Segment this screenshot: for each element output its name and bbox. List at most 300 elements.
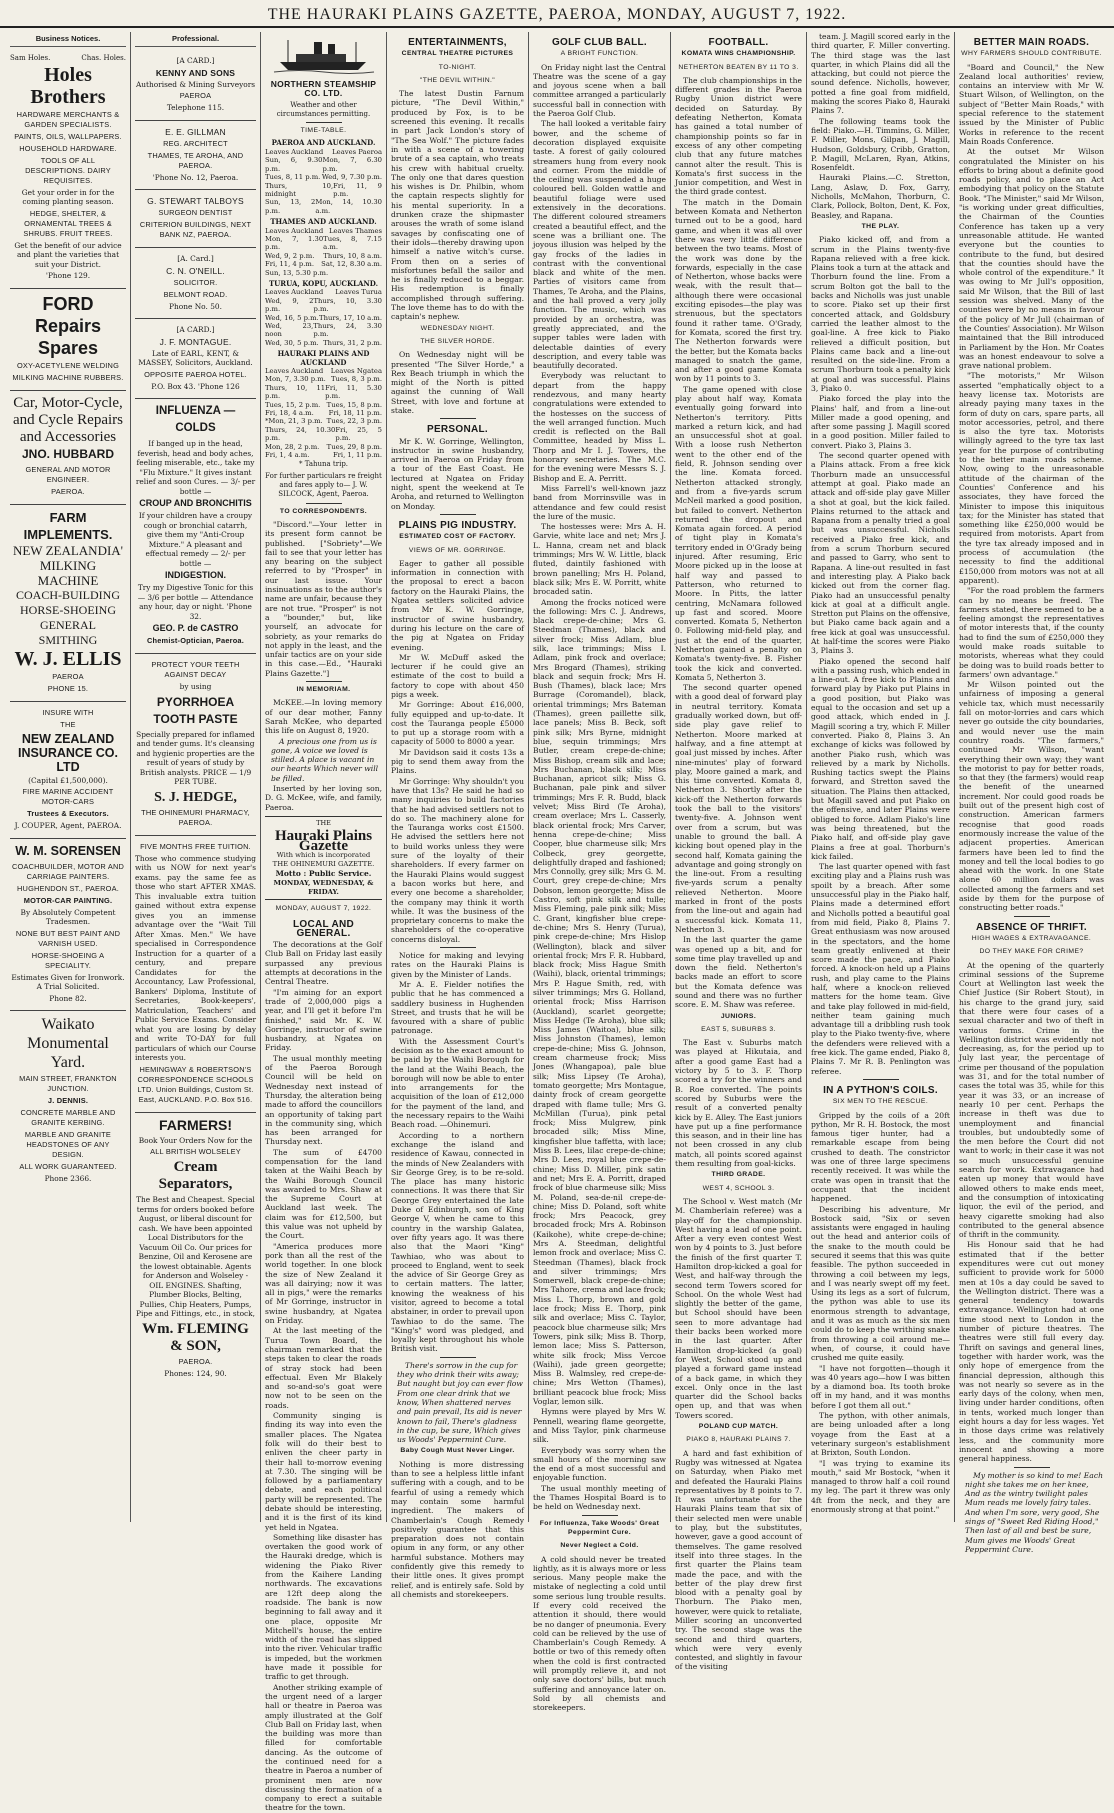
timetable-row [265,314,382,322]
hubbard-name: JNO. HUBBARD [21,446,114,461]
ellis-name: W. J. ELLIS [14,647,122,670]
card-line: Phone No. 50. [169,301,222,311]
ford-ad [10,289,126,391]
paragraph: The East v. Suburbs match was played at Hikutaia, and after a good game East had a victory by 5 to 3. F. Thorp scored a try for the winners and B. Roe converted. The points scored by Suburbs were the result of a converted penalty kick by E. Alley. The East juniors have put up a fine performance this season, and in their line has not been crossed in any club match, all points scored against them resulting from goal-kicks. [675,1038,802,1169]
croup-title: CROUP AND BRONCHITIS [139,498,252,509]
football-body [675,76,802,1010]
paragraph: "Board and Council," the New Zealand local authorities' review, contains an interview with Mr W. Stuart Wilson, of Wellington, on the subject of "Better Main Roads," with special reference to the statement issued by the Minister of Public Works in reference to the recent Main Roads Conference. [959,62,1104,146]
timetable-cell: Wed, 16, 5 p.m. [265,313,319,322]
professional-card [135,248,256,319]
timetable-head-right: Leaves Paeroa [332,147,382,156]
main-roads-sub: WHY FARMERS SHOULD CONTRIBUTE. [961,50,1102,58]
tuition-body: Those who commence studying with us NOW for next year's exams. pay the same fee as those who start AFTER XMAS. This invaluable extra tuition gained without extra expense gives you an immense advantage over the "Wait Till After Xmas. Men." We have specialised in Correspondence Instruction for a quarter of a century, and prepare Candidates for the Accountancy, Law Professional, Bankers' Diploma, Institute of Secretaries, Book-keepers', Matriculation, Teachers' and Public Service Exams. Consider what you are losing by delay and write TO-DAY for full particulars of which our Course interests you. [135,853,256,1063]
ford-line: MILKING MACHINE RUBBERS. [12,372,124,382]
sorensen-line: Estimates Given for Ironwork. A Trial Solicited. [11,972,125,992]
pyorrhoea-ad [135,654,256,836]
paragraph: Piako kicked off, and from a scrum in the Plains twenty-five Rapana relieved with a free kick. Plains took a turn at the attack and Thorburn found the line. From a scrum Bolton got the ball to the backs and Nicholls was just unable to score. Piako set up their first concerted attack, and Goldsbury carried the leather almost to the goal-line. A free kick to Piako relieved a difficult position, but Plains came back and a line-out resulted on the side-line. From a scrum Thorburn took a penalty kick at goal and was successful. Plains 3, Piako 0. [811,235,950,393]
sorensen-line: By Absolutely Competent Tradesmen. [20,907,116,927]
silver-horde-title: THE SILVER HORDE. [420,337,495,345]
python-title: IN A PYTHON'S COILS. [823,1084,938,1096]
zealandia-title: NEW ZEALANDIA' MILKING MACHINE [12,542,124,588]
juniors-body [675,1038,802,1168]
python-sub: SIX MEN TO THE RESCUE. [832,1098,929,1106]
poland-cup-continued [811,32,950,220]
paragraph: Piako opened the second half with a passing rush, which ended in a line-out. A free kick to Plains and forward play by Piako put Plains in a good position, but Piako was equal to the occasion and set up a good attack, which ended in J. Magill scoring a try, which F. Miller converted. Piako 8, Plains 3. An exchange of kicks was followed by another Piako rush, which was relieved by a mark by Nicholls. Rushing tactics swept the Plains forward, and Stretton saved the situation. The Plains then attacked, but Magill saved and put Piako on the offensive, and later Plains were obliged to force. Adlam Piako's line was being threatened, but the Piako half, and off-side play gave Plains a free at goal. Thorburn's kick failed. [811,656,950,861]
sorensen-line: HUGHENDON ST., PAEROA. [17,883,119,893]
paragraph: team. J. Magill scored early in the third quarter, F. Miller converting. The third stage was the last quarter, in which Plains did all the attacking, but could not pierce the sound defence. Nicholls, however, potted a fine goal from midfield, making the scores Piako 8, Hauraki Plains 7. [811,32,950,116]
paragraph: Something like disaster has overtaken the good work of the Hauraki dredge, which is widening the Piako River from the Kaihere Landing northwards. The excavations are 12ft deep along the roadside. The bank is now beginning to fall away and it one place, opposite Mr Mitchell's house, the entire width of the road has slipped into the river. Vehicular traffic is impeded, but the workmen have made it possible for traffic to get through. [265,1532,382,1682]
newspaper-page [6,32,1108,1813]
timetable-cell: Mon, 7, 6.30 p.m. [322,156,382,173]
sorensen-line: COACHBUILDER, MOTOR AND CARRIAGE PAINTERS. [11,861,125,881]
ellis-line: PAEROA [52,671,84,681]
timetable-title: TIME-TABLE. [300,127,347,135]
column-2 [131,32,261,1522]
central-theatre-title: CENTRAL THEATRE PICTURES [401,50,514,58]
timetable-row [265,417,382,425]
timetable-cell: Fri, 18, 11 p.m. [328,409,382,418]
paragraph: The last quarter opened with fast exciting play and a Plains rush was spoilt by a breach. After some unsuccessful play in the Piako half, Plains made a determined effort and Nicholls potted a beautiful goal from mid field, Piako 8, Plains 7. Great enthusiasm was now aroused in the spectators, and the home team greatly enlivened at their score made the pace, and Piako forced. A knock-on held up a Plains rush, and play came to the Plains half, where a knock-on relieved matters for the home team. Give and take play followed in mid-field, neither team gaining much advantage till a dribbling rush took play to the Piako twenty-five, where the defenders were relieved with a free kick. The game ended, Piako 8, Plains 7. Mr R. B. Penlington was referee. [811,862,950,1076]
column-3 [261,32,387,1813]
waikato-ad [10,1011,126,1191]
paragraph: Inserted by her loving son, D. G. McKee, wife, and family, Paeroa. [265,784,382,812]
personal-body [391,437,524,511]
timetable-cell: Mon, 28, 2 p.m. [265,442,320,451]
paragraph: The hall looked a veritable fairy bower, and the scheme of decoration displayed exquisite taste. A forest of gaily coloured streamers hung from every nook and corner. From the middle of the ceiling was suspended a huge coloured bell. Golden wattle and beautiful foliage were used extensively in the decorations. The different coloured streamers created a beautiful effect, and the scene was a brilliant one. The joyous illusion was helped by the gay frocks of the ladies in contrast with the conventional black and white of the men. Parties of visitors came from Thames, Te Aroha, and the Plains, and the hall proved a very jolly function. The music, which was provided by an orchestra, was greatly appreciated, and the supper tables were laden with delectable dainties of every description, and every table was beautifully decorated. [533,119,666,371]
paragraph: "I was trying to examine its mouth," said Mr Bostock, "when it managed to throw half a coil round my leg. The part it threw was only 4ft from the neck, and they are enormously strong at that point." [811,1458,950,1515]
west-score: WEST 4, SCHOOL 3. [702,1184,775,1192]
devil-title: "THE DEVIL WITHIN." [419,76,496,84]
influenza-title: INFLUENZA — COLDS [155,405,236,435]
paragraph: "Discord."—Your letter in its present form cannot be published. ["Sobriety"—We fail to see that your letter has any bearing on the subject referred to by "Prosper" in our last issue. Your insinuations as to the author's name are unfair, because they are not true. "Prosper" is not a "bounder," but, like yourself, an advocate for sobriety, as your remarks do not apply in the least, and the unfair tactics are on your side in this case.—Ed., "Hauraki Plains Gazette."] [265,520,382,678]
timetable-cell: Thurs, 31, 2 p.m. [323,338,382,347]
ellis-line: PHONE 15. [47,683,89,693]
waikato-line: J. DENNIS. [47,1096,89,1106]
devil-body [391,89,524,321]
farmers-line: Book Your Orders Now for the [138,1135,253,1145]
paragraph: The sum of £4700 compensation for the land taken at the Waihi Beach by the Waihi Borough Council was awarded to Mrs. Shaw at the Supreme Court at Auckland last week. The claim was for £12,500, but this value was not upheld by the Court. [265,1147,382,1241]
indigestion-title: INDIGESTION. [164,570,226,581]
paragraph: "For the road problem the farmers can by no means be freed. The farmers stated, there seemed to be a feeling amongst the representatives of motor interests that, if the county had to find the sum of £250,000 they would make roads suitable to motorists, whereas what they could be doing was to build roads better to farmers' own advantage." [959,586,1104,679]
timetable-head-left: Leaves Auckland [265,367,324,376]
card-line: E. E. GILLMAN [165,126,226,137]
professional-card [135,190,256,248]
timetable-cell: Thurs, 24, 3.30 p.m. [313,322,382,339]
timetable-cell: Tues, 15, 8 p.m. [326,400,382,409]
holes-name-right: Chas. Holes. [81,54,126,63]
paragraph: The club championships in the different grades in the Paeroa Rugby Union district were decided on Saturday. By defeating Netherton, Komata has gained a total number of championship points so far in excess of any other competing club that any future matches cannot alter the result. This is Komata's first success in the Junior competition, and West in the third grade contest. [675,75,802,197]
thrift-title: ABSENCE OF THRIFT. [976,921,1087,933]
paragraph: Hauraki Plains.—C. Stretton, Lang, Aslaw, D. Fox, Garry, Nicholls, McMahon, Thorburn, C. Clark, Pollock, Bolton, Dent, K. Fox, Beasley, and Rapana. [811,173,950,220]
professional-card [135,121,256,191]
paragraph: Piako forced the play into the Plains' half, and from a line-out Miller made a good opening, and after some passing J. Magill scored in a good position. Miller failed to convert. Piako 3, Plains 3. [811,394,950,450]
influenza-cure-ad: For Influenza, Take Woods' Great Peppermint Cure. [539,1519,660,1536]
paragraph: The second quarter opened with a Plains attack. From a free kick Thorburn made an unsuccessful attempt at goal. Piako made an attack and off-side play gave Miller a shot at goal, but the kick failed. Plains returned to the attack and Rapana from a penalty tried a goal but was unsuccessful. Nicholls received a Piako free kick, and from a scrum Thorburn secured and passed to Garry, who sent to Rapana. A line-out resulted in fast and interesting play. A Piako back kicked out from the corner flag. Piako had an unsuccessful penalty kick at goal at a difficult angle. Stretton put Plains on the offensive, but Piako came back again and a free kick at goal was unsuccessful. At half-time the scores were Piako 3, Plains 3. [811,451,950,656]
card-line: Late of EARL, KENT, & MASSEY, Solicitors, Auckland. [138,348,253,368]
timetable-head-left: Leaves Auckland [265,226,324,235]
card-line: [A. Card.] [177,254,214,264]
timetable-cell: *Mon, 21, 3 p.m. [265,417,323,426]
farm-implements-title: FARM IMPLEMENTS. [23,509,113,542]
pyor-body: Specially prepared for inflamed and tender gums. It's cleansing and hygienic properties are the result of years of study by British analysts. PRICE — 1/9 PER TUBE. [136,729,255,787]
divider [440,418,476,419]
paragraph: Describing his adventure, Mr Bostock said, "Six or seven assistants were engaged in hauling out the head and anterior coils of the snake to the mouth could be secured it seems that this was quite feasible. The python succeeded in throwing a coil between my legs, and I was nearly swept off my feet. Using its legs as a sort of fulcrum, the python was able to use its enormous strength to advantage, and it was as much as the six men could do to keep the writhing snake from throwing a coil around me—when, of course, it could have crushed me quite easily. [811,1204,950,1363]
paragraph: At the outset Mr Wilson congratulated the Minister on his efforts to bring about a definite good roads policy, and to place an Act embodying that policy on the Statute Book. "The Minister," said Mr Wilson, "is working under great difficulties, the Chairman of the Counties Conference has taken up a very unreasonable attitude. He wanted everyone but the counties to contribute to the fund, but desired that the counties should have the whole control of the expenditure." It was owing to Mr Jull's opposition, said Mr Wilson, that the Bill of last session was shelved. Many of the counties were by no means in favour of the policy of Mr Jull (chairman of the Counties' Association). Mr Wilson maintained that the Bill introduced in Parliament by the Hon. Mr Coates was an honest endeavour to solve a grave national problem. [959,147,1104,371]
card-line: [A CARD.] [176,56,215,66]
timetable-head-right: Leaves Thames [328,226,382,235]
sorensen-line: NONE BUT BEST PAINT AND VARNISH USED. [15,928,121,948]
timetable-cell: Sun, 13, 5.30 p.m. [265,268,329,277]
paragraph: Community singing is finding its way into even the smaller places. The Ngatea folk will do their best to enliven the cheer party in their hall to-morrow evening at 7.30. The singing will be followed by a parliamentary debate, and each political party will be represented. The debate should be interesting, and it is the first of its kind yet held in Ngatea. [265,1411,382,1532]
tonight-label: TO-NIGHT. [438,63,477,71]
ford-title: FORD Repairs Spares [34,293,102,358]
holes-name-left: Sam Holes. [10,54,51,63]
main-roads-title: BETTER MAIN ROADS. [973,37,1090,48]
timetable-row [265,156,382,173]
holes-line: HARDWARE MERCHANTS & GARDEN SPECIALISTS. [16,109,120,129]
business-notices-header: Business Notices. [10,32,126,47]
golf-ball-sub: A BRIGHT FUNCTION. [560,50,639,58]
baby-cough-body [391,1460,524,1599]
timetable-head-right: Leaves Ngatea [330,367,382,376]
divider [440,1357,476,1358]
timetable-cell: Mon, 7, 1.30 p.m. [265,234,324,252]
farmers-ad [135,1113,256,1386]
timetable-head [265,227,382,235]
waikato-line: CONCRETE MARBLE AND GRANITE KERBING. [20,1108,116,1128]
timetable-row [265,451,382,459]
card-line: OPPOSITE PAEROA HOTEL. [144,369,247,379]
hedge-name: S. J. HEDGE, [154,789,237,805]
paragraph: "I have not forgotten—though it was 40 years ago—how I was bitten by a diamond boa. Its tooth broke off in my hand, and it was months before I got them all out." [811,1363,950,1410]
east-score: EAST 5, SUBURBS 3. [701,1025,776,1033]
timetable-row [265,375,382,383]
timetable-cell: Mon, 14, 10.30 a.m. [315,198,382,215]
piako-score: PIAKO 8, HAURAKI PLAINS 7. [686,1436,791,1444]
divider [306,122,342,123]
timetable-cell: Tues, 8, 11 p.m. [265,173,321,182]
weather-note: Weather and other circumstances permitting. [276,100,371,118]
correspondents-body [265,520,382,678]
fleming-name: Wm. FLEMING & SON, [142,1320,249,1354]
timetable-cell: Fri, 11, 4 p.m. [265,260,315,269]
gazette-line: THE OHINEMURI GAZETTE. [272,860,375,869]
timetable-route-title: THAMES AND AUCKLAND. [270,217,377,227]
card-line: SURGEON DENTIST [158,208,233,218]
waikato-line: ALL WORK GUARANTEED. [19,1162,117,1172]
card-line: C. N. O'NEILL. [166,265,225,276]
card-line: PAEROA [179,91,212,101]
timetable-cell: Tues, 8, 7.15 a.m. [323,234,382,252]
timetable-cell: Thurs, 10, 8 a.m. [323,251,382,260]
paragraph: The usual monthly meeting of the Paeroa Borough Council will be held on Wednesday next instead of Thursday, the alteration being made to afford the councillors an opportunity of taking part in the community sing, which has been arranged for Thursday next. [265,1053,382,1147]
gazette-line: Motto : Public Service. [275,869,372,879]
card-line: G. STEWART TALBOYS [147,196,244,207]
the-play-title: THE PLAY. [861,222,900,230]
paragraph: According to a northern exchange the island and residence of Kawau, connected in the minds of New Zealanders with Sir George Grey, is to be re-sold. The place has many historic connections. It was there that Sir George Grey entertained the late Duke of Edinburgh, son of King George V, when he came to this country in the warship Galatea, over fifty years ago. It was there also that the Maori "King" Tawhiao, who was about to proceed to England, went to seek the advice of Sir George Grey as to certain matters. The latter, knowing the weakness of his visitor, agreed to become a total abstainer, in order to prevail upon Tawhiao to do the same. The "King's" word was pledged, and loyally kept throughout his whole British visit. [391,1130,524,1354]
timetable-row [265,260,382,268]
paragraph: In the last quarter the game was opened up a bit, and for some time play travelled up and down the field. Netherton's backs made an effort to score but the Komata defence was sound and there was no further score. E. M. Shaw was referee. [675,935,802,1010]
waikato-line: MAIN STREET, FRANKTON JUNCTION. [19,1074,117,1094]
timetable-cell: Fri, 25, 5 p.m. [335,425,382,443]
paragraph: At the last meeting of the Turua Town Board, the chairman remarked that the steps taken to clear the roads of stray stock had been effectual. Even Mr Blakely and so-and-so's goat were now not to be seen on the roads. [265,1326,382,1410]
nzi-types: FIRE MARINE ACCIDENT MOTOR-CARS [22,787,114,807]
correspondents-title: TO CORRESPONDENTS. [279,507,368,515]
timetable-cell: Thurs, 10, 11 p.m. [265,383,326,401]
memoriam-body [265,698,382,812]
tahuna-note: * Tahuna trip. [298,459,349,468]
poland-cup-body [675,1449,802,1672]
issue-date: MONDAY, AUGUST 7, 1922. [275,905,372,913]
holes-brothers-ad [10,50,126,288]
paragraph: With the Assessment Court's decision as to the exact amount to be paid by the Waihi Borough for the land at the Waihi Beach, the borough will now be able to enter into arrangements for the acquisition of the loan of £12,000 for the payment of the land, and the necessary repairs to the Waihi Beach road. —Ohinemuri. [391,1036,524,1130]
timetable-cell: Thurs, 10, 3.30 p.m. [313,296,382,314]
paragraph: The decorations at the Golf Club Ball on Friday last easily surpassed any previous attempts at decorations in the Central Theatre. [265,940,382,987]
divider [440,514,476,515]
farmers-title: FARMERS! [158,1116,233,1133]
paragraph: At the opening of the quarterly criminal sessions of the Supreme Court at Wellington last week the Chief Justice (Sir Robert Stout), in his charge to the grand jury, said that there were four cases of a sexual character and two of theft in various forms. Crime in the Wellington district was evidently not decreasing, as, for the period up to July last year, the percentage of crime per thousand of the population was 31, and for the total number of cases the total was 35, while for this year it was 33, or an increase of nearly 10 per cent. Perhaps the increase in theft was due to unemployment and financial troubles, but undoubtedly some of the men before the Court did not want to work; in their case it was not so much unsuccessful genuine search for work. Extravagance had eaten up money that would have allowed others to make ends meet, and the consumption of intoxicating liquor, the evil of the period, and heavy cigarette smoking had also contributed to the general absence of thrift in the community. [959,960,1104,1240]
local-general-body [265,940,382,1813]
timetable-cell: Sun, 13, 2 p.m. [265,198,316,215]
timetable-cell: Thurs, 24, 10.30 p.m. [265,425,336,443]
column-6 [671,32,807,1672]
timetable-cell: Thurs, 17, 10 a.m. [319,313,382,322]
car-repairs-title: Car, Motor-Cycle, and Cycle Repairs and Accessories [13,394,123,445]
chemist-ad [135,399,256,654]
timetable [265,139,382,459]
paragraph: "I'm aiming for an export trade of 2,000,000 pigs a year, and I'll get it before I'm finished," said Mr. K. W. Gorringe, instructor of swine husbandry, at Ngatea on Friday. [265,987,382,1053]
masthead-title: THE HAURAKI PLAINS GAZETTE, PAEROA, MONDAY, AUGUST 7, 1922. [267,6,847,23]
card-line: REG. ARCHITECT [163,138,228,148]
castro-sub: Chemist-Optician, Paeroa. [147,636,244,646]
paragraph: Everybody was sorry when the small hours of the morning saw the end of a most successful and enjoyable function. [533,1445,666,1483]
paragraph: The following teams took the field: Piako.—H. Timmins, G. Miller, F. Miller, Mons, Gilpan, J. Magill, Hudson, Goldsbury, Cribb, Gratton, P. Magill, McLaren, Ryan, Atkins, Rosenfeldt. [811,116,950,173]
paragraph: Mr K. W. Gorringe, Wellington, instructor in swine husbandry, arrived in Paeroa on Friday from a tour of the East Coast. He lectured at Ngatea on Friday night, spent the weekend at Te Aroha, and returned to Wellington on Monday. [391,436,524,511]
card-line: SOLICITOR. [173,277,218,287]
holes-line: PAINTS, OILS, WALLPAPERS. [14,131,122,141]
timetable-head [265,148,382,156]
paragraph: Mr Gorringe: About £16,000, fully equipped and up-to-date. It cost the Tauranga people £5000 to put up a storage room with a capacity of 5000 to 8000 a year. [391,700,524,747]
gazette-line: With which is incorporated [276,850,371,859]
holes-line: 'Phone 129. [45,271,91,281]
divider [306,681,342,682]
cream-title: Cream Separators, [158,1159,233,1193]
fleming-line: Phones: 124, 90. [164,1368,227,1378]
holes-line: TOOLS OF ALL DESCRIPTIONS. DAIRY REQUISITES. [25,155,111,185]
timetable-row [265,297,382,314]
third-grade-title: THIRD GRADE. [711,1171,766,1179]
holes-line: HOUSEHOLD HARDWARE. [19,143,117,153]
timetable-cell: Wed, 30, 5 p.m. [265,338,319,347]
paragraph: His Honour said that he had estimated that if the better expenditures were cut out money sufficient to provide work for 5000 men at 10s a day could be saved to the Wellington district. There was a general tendency towards extravagance. Wellington had at one time stood next to London in the number of picture theatres. The theatres were still full every day. Thrift on savings and general lines, together with harder work, was the only hope of emergence from the financial depression, although this was not nearly so severe as in the early days of the colony, when men, living under harder conditions, often in tents, worked much longer than eight hours a day for less wages. Yet in those days crime was relatively less, and the community more innocent and showing a more general happiness. [959,1240,1104,1464]
divider [863,1079,899,1080]
timetable-cell: Fri, 11, 5.30 p.m. [325,383,382,401]
paragraph: A cold should never be treated lightly, as it is always more or less serious. Many people make the mistake of neglecting a cold until some serious lung trouble results. If every cold received the attention it should, there would be no danger of pneumonia. Every cold can be relieved by the use of Chamberlain's Cough Remedy. A bottle or two of this remedy often when the cold is first contracted will promptly relieve it, and not only save doctors' bills, but much suffering and annoyance later on. Sold by all chemists and storekeepers. [533,1554,666,1713]
divider [1014,1467,1050,1468]
hubbard-line: GENERAL AND MOTOR ENGINEER. [25,464,111,484]
timetable-route-title: PAEROA AND AUCKLAND. [271,138,376,148]
paragraph: Eager to gather all possible information in connection with the proposal to erect a bacon factory on the Hauraki Plains, the Ngatea settlers solicited advice from Mr K. W. Gorringe, instructor of swine husbandry, during his lecture on the care of the pig at Ngatea on Friday evening. [391,558,524,652]
timetable-row [265,401,382,409]
entertainments-title: ENTERTAINMENTS, [408,37,507,48]
steamship-company: NORTHERN STEAMSHIP CO. LTD. [270,79,377,99]
timetable-cell: Tues, 15, 2 p.m. [265,400,321,409]
timetable-row [265,182,382,199]
card-line: KENNY AND SONS [155,67,236,78]
timetable-cell: Fri, 1, 4 a.m. [265,451,310,460]
column-5 [529,32,671,1713]
wednesday-label: WEDNESDAY NIGHT. [420,324,495,332]
paragraph: Among the frocks noticed were the following: Mrs C. J. Andrews, black crepe-de-chine; Mrs G. Steedman (Thames), black and silver frock; Miss Adlam, blue silk, lace trimmings; Miss I. Adlam, pink frock and overlace; Mrs Brogard (Thames), striking black and sequin frock; Mrs H. Bush (Thames), black lace; Mrs Burrage (Coromandel), black, oriental trimmings; Mrs Bateman (Thames), green paillette silk, lace panels; Miss B. Beck, soft pink silk; Mrs Byrne, midnight blue, sequin trimmings; Mrs Butler, cream crepe-de-chine; Miss Bishop, cream silk and lace; Mrs Buchanan, black silk; Miss Buchanan, apricot silk; Miss G. Buchanan, pale pink and silver trimmings; Mrs F. R. Budd, black velvet; Miss Bird (Te Aroha), cream overlace; Mrs L. Casserly, black oriental frock; Mrs Carver, henna crepe-de-chine; Miss Cooper, blue charmeuse silk; Mrs Colbeck, grey georgette, delightfully draped and fashioned; Mrs Connolly, grey silk; Mrs G. M. Court, grey crepe-de-chine; Mrs Dobson, lemon georgette; Miss de Castro, soft pink silk and tulle; Miss Fleming, pale pink silk; Miss C. Grant, kingfisher blue crepe-de-chine; Mrs S. Henry (Turua), pink crepe-de-chine; Mrs Hislop (Wellington), black and silver oriental frock; Mrs F. R. Hubbard, black frock; Miss Hague Smith (Waihi), black, oriental trimmings; Mrs P. Hague Smith, red, with silver trimmings; Mrs G. Holland, oriental frock; Miss Harrison (Auckland), scarlet georgette; Miss Hedge (Te Aroha), blue silk; Miss James (Waitoa), blue silk; Miss Johnston (Thames), lemon crepe-de-chine; Miss G. Johnson, cream charmeuse frock; Miss Jones (Whangapoa), pale blue silk; Miss Lipsey (Te Aroha), tomato georgette; Mrs Montague, dainty frock of cream georgette draped with flame tulle; Mrs G. McMillan (Turua), pink petal frock; Miss Mulgrew, pink brocaded silk; Miss Mine, kingfisher blue taffetta, with lace; Miss B. Lees, lilac crepe-de-chine; Mrs D. Lees, royal blue crepe-de-chine; Miss D. Miller, pink satin and net; Mrs E. A. Porritt, draped frock of blue charmeuse silk; Miss M. Poland, sea-de-nil crepe-de-chine; Miss D. Poland, soft white frock; Mrs Peacock, grey brocaded frock; Mrs A. Robinson (Kaikohe), white crepe-de-chine; Mrs A. Steedman, delightful lemon frock and overlace; Miss C. Steedman (Thames), black frock and silver trimmings; Mrs Somerwell, black crepe-de-chine; Mrs Tahore, crema and lace frock; Miss L. Thorp, brown and gold lace frock; Miss E. Thorp, pink silk and overlace; Miss C. Taylor, peacock blue charmeuse silk; Mrs Towers, pink silk; Miss B. Thorp, lemon lace; Miss S. Patterson, white silk frock; Miss Vercoe (Waihi), jade green georgette; Miss B. Walmsley, red crepe-de-chine; Mrs Wetton (Thames), brilliant peacock blue frock; Miss Voglar, lemon silk. [533,597,666,1407]
column-4 [387,32,529,1599]
timetable-cell: Fri, 18, 4 a.m. [265,409,314,418]
paragraph: McKEE.—In loving memory of our dear mother, Fanny Sarah McKee, who departed this life on August 8, 1920. [265,698,382,736]
card-line: [A CARD.] [176,325,215,335]
paragraph: The School v. West match (Mr M. Chamberlain referee) was a play-off for the championship. West having a lead of one point. After a very even contest West won by 4 points to 3. Just before the finish of the first quarter T. Hamilton drop-kicked a goal for West, and half-way through the second term Towers scored for School. On the whole West had slightly the better of the game, but School should have been seen to more advantage had their backs been worked more in the last quarter. After Hamilton drop-kicked (a goal) for West, School stood up and played a forward game instead of a back game, in which they excel. Only once in the last quarter did the School backs open up, and that was when Towers scored. [675,1196,802,1420]
poland-cup-title: POLAND CUP MATCH. [698,1423,779,1431]
pig-sub: ESTIMATED COST OF FACTORY. [399,533,516,541]
paragraph: A hard and fast exhibition of Rugby was witnessed at Ngatea on Saturday, when Piako met and defeated the Hauraki Plains representatives by 8 points to 7. It was unfortunate for the Hauraki Plains team that six of their selected men were unable to play, but the substitutes, however, gave a good account of themselves. The game resolved itself into three stages. In the first quarter the Plains team made the pace, and with the better of the play drew first blood with a penalty goal by Thorburn. The Piako men, however, were quick to retaliate, Miller scoring an unconverted try. The second stage was the second and third quarters, which were very evenly contested, and slightly in favour of the visiting [675,1448,802,1672]
steamship-icon [274,36,374,74]
sorensen-ad [10,839,126,1012]
paragraph: Another striking example of the urgent need of a larger hall or theatre in Paeroa was amply illustrated at the Golf Club Ball on Friday last, when the building was more than filled for comfortable dancing. As the outcome of the continued need for a theatre in Paeroa a number of prominent men are now discussing the formation of a company to erect a suitable theatre for the town. [265,1682,382,1813]
nzi-line: THE [60,719,76,729]
main-roads-body [959,63,1104,913]
timetable-cell: Wed, 9, 7.30 p.m. [321,173,382,182]
card-line: BELMONT ROAD. [163,289,228,299]
paragraph: The python, with other animals, are being unloaded after a long voyage from the East at a veterinary surgeon's establishment at Brixton, South London. [811,1411,950,1458]
castro-name: GEO. P. de CASTRO [152,623,239,634]
timetable-row [265,252,382,260]
ford-line: OXY-ACETYLENE WELDING [16,360,120,370]
komata-title: KOMATA WINS CHAMPIONSHIP. [681,50,796,58]
pig-views: VIEWS OF MR. GORRINGE. [408,546,507,554]
memoriam-title: IN MEMORIAM. [296,686,351,694]
hubbard-line: PAEROA. [51,486,85,496]
nzi-line: INSURE WITH [42,707,94,717]
timetable-head-right: Leaves Turua [335,288,382,297]
local-general-title: LOCAL AND GENERAL. [292,918,355,939]
paragraph: The game opened with close play about half way, Komata eventually going forward into Netherton's territory. Pitts marked a return kick, and had an unsuccessful shot at goal. With a loose rush Netherton went to the other end of the field, R. Johnson sending over the line. Komata forced. Netherton attacked strongly, and from a five-yards scrum McNeil marked a good position, but failed to convert. Netherton returned the dropout and Komata again forced. A period of tight play in Komata's territory ended in O'Grady being injured. After resuming, Eric Moore picked up in the loose at half way and passed to Patterson, who returned to Moore. In Pitts, the latter centring, McNamara followed up fast and scored. Moore converted. Komata 5, Netherton 0. Following mid-field play, and just at the end of the quarter, Netherton gained a penalty on Komata's twenty-five. B. Fisher took the kick and converted. Komata 5, Netherton 3. [675,384,802,682]
paragraph: "The motorists," Mr Wilson asserted "emphatically object to a heavy license tax. Motorists are already paying many taxes in the form of duty on cars, spare parts, all motor accessories, petrol, and there is also the tyre tax. Motorists willingly agreed to the tyre tax last year for the purpose of contributing to the better main roads scheme. Now, owing to the unreasonable attitude of the chairman of the Counties' Conference and his associates, they have forced the Minister to impose this iniquitous tax; for the Minister has stated that something like £250,000 would be required from motorists. Apart from the tyre tax already imposed and in process of accumulation (the necessity to find the additional £150,000 from motors was not at all apparent). [959,371,1104,585]
card-line: 'Phone No. 12, Paeroa. [152,172,239,182]
paragraph: Gripped by the coils of a 20ft python, Mr R. H. Bostock, the most famous tiger hunter, had a remarkable escape from being crushed to death. The constrictor was one of three large specimens recently received. It was while the crate was open in transit that the occupant that the incident happened. [811,1110,950,1204]
paragraph: Mr W. McDuff asked the lecturer if he could give an estimate of the cost to build a factory to cope with about 450 pigs a week. [391,652,524,699]
baby-cough-title: Baby Cough Must Never Linger. [400,1447,515,1455]
timetable-cell: Wed, 23, noon [265,322,314,339]
thrift-sub: HIGH WAGES & EXTRAVAGANCE. [971,934,1092,942]
paragraph: The second quarter opened with a good deal of forward play in neutral territory. Komata gradually worked down, but off-side play gave relief to Netherton. Moore marked at halfway, and a fine attempt at goal just missed by inches. After nine-minutes' play of forward play, Moore gained a mark, and this time converted. Komata 8, Netherton 3. Shortly after the kick-off the Netherton forwards took the ball to the visitors' twenty-five. A. Johnson went over from a scrum, but was unable to ground the ball. A kicking bout opened play in the second half, Komata gaining the advantage and going strongly on the line-out. From a resulting five-yards scrum a penalty relieved Netherton. Moore marked in front of the posts from the line-out and again had a successful kick. Komata 11, Netherton 3. [675,683,802,934]
timetable-row [265,384,382,401]
timetable-row [265,426,382,443]
card-line: Telephone 115. [166,103,225,113]
timetable-head-left: Leaves Auckland [265,147,324,156]
nz-insurance-ad [10,702,126,839]
column-1 [6,32,131,1522]
netherton-sub: NETHERTON BEATEN BY 11 TO 3. [678,63,799,71]
football-title: FOOTBALL. [708,37,769,48]
waikato-line: MARBLE AND GRANITE HEADSTONES OF ANY DESIGN. [24,1130,112,1160]
timetable-row [265,409,382,417]
fleming-line: PAEROA. [178,1356,213,1366]
card-line: CRITERION BUILDINGS, NEXT BANK NZ, PAEROA. [139,220,252,240]
paragraph: Mr Davidson said it costs 13s a pig to send them away from the Plains. [391,747,524,776]
pig-body [391,559,524,944]
tuition-title: FIVE MONTHS FREE TUITION. [140,841,251,851]
column-8 [955,32,1108,1554]
timetable-cell: Thurs, 10, midnight [265,181,334,198]
holes-line: Get the benefit of our advice and plant the varieties that suit your District. [14,240,122,269]
divider [440,947,476,948]
holes-line: HEDGE, SHELTER, & ORNAMENTAL TREES & SHRUBS. FRUIT TREES. [23,208,113,238]
paragraph: Mr Wilson pointed out the unfairness of imposing a general vehicle tax, which must necessarily fall on motor-lorries and cars which never go outside the city boundaries, and would never use the main country roads. "The farmers," continued Mr Wilson, "want everything their own way; they want the motorist to pay for better roads, so that they (the farmers) would reap the benefit of the unearned increment. Nor could good roads be built out of the present high cost of construction. American farmers recognise that good roads enormously increase the value of the adjacent properties. American farmers have been led to find the money and tell the local bodies to go ahead with the work. In one State alone 60 million dollars was collected among the farmers and set aside by them for the purpose of constructing better roads." [959,680,1104,913]
paragraph: On Friday night last the Central Theatre was the scene of a gay and joyous scene when a ball committee arranged a particularly successful ball in connection with the Paeroa Golf Club. [533,62,666,119]
card-line: P.O. Box 43. 'Phone 126 [151,381,240,391]
nzi-trustees: Trustees & Executors. [27,809,109,819]
paragraph: Notice for making and levying rates on the Hauraki Plains is given by the Minister of Lands. [391,951,524,979]
holes-line: Get your order in for the coming planting season. [21,187,115,207]
personal-title: PERSONAL. [426,424,489,436]
third-grade-body [675,1197,802,1420]
hedge-sub: THE OHINEMURI PHARMACY, PAEROA. [141,807,250,827]
agent-note: For further particulars re freight and fares apply to— J. W. SILCOCK, Agent, Paeroa. [265,471,382,499]
timetable-cell: Tues, 8, 3 p.m. [331,375,382,384]
the-play-body [811,235,950,1076]
paragraph: Hymns were played by Mrs W. Pennell, wearing flame georgette, and Miss Taylor, pink charmeuse silk. [533,1407,666,1445]
card-line: THAMES, TE AROHA, AND PAEROA. [147,150,244,170]
timetable-cell: Wed, 9, 2 p.m. [265,296,314,314]
hubbard-ad [10,391,126,505]
divider [306,503,342,504]
thrift-question: DO THEY MAKE FOR CRIME? [979,948,1084,956]
sorensen-name: W. M. SORENSEN [15,843,121,858]
paragraph: Everybody was reluctant to depart from the happy rendezvous, and many hearty congratulations were extended to the hostesses on the success of the well arranged function. Much credit is reflected on the Ball Committee, headed by Miss L. Thorp and Mr I. J. Towers, the honorary secretaries. The M.C. for the evening were Messrs S. J. Bishop and E. A. Perritt. [533,371,666,483]
timetable-row [265,322,382,339]
memoriam-poem: A precious one from us is gone, A voice we loved is stilled. A place is vacant in our hearts Which never will be filled. [271,736,379,783]
timetable-row [265,339,382,347]
tuition-ad [135,836,256,1113]
sorensen-line: Phone 82. [49,993,87,1003]
timetable-cell: Sun, 6, 9.30 p.m. [265,156,323,173]
paragraph: Mr Gorringe: Why shouldn't you have that 13s? He said he had so many inquiries to build factories that he had advised settlers not to do so. The machinery alone for the Tauranga works cost £1500. He advised the settlers here not to build works unless they were sure of the loyalty of their shareholders. If every farmer on the Hauraki Plains would suggest a bacon works but here, and every one become a shareholder, the company may think it worth while. It was the business of the proprietary concerns to make the shareholders of the co-operative concerns disloyal. [391,776,524,944]
paragraph: Mr A. E. Fielder notifies the public that he has commenced a saddlery business in Hughenden Street, and trusts that he will be favoured with a share of public patronage. [391,979,524,1036]
card-line: J. F. MONTAGUE. [159,336,232,347]
notices-body [391,951,524,1354]
paragraph: The match in the Domain between Komata and Netherton turned out to be a good, hard game, and when it was all over there was very little difference between the two teams. Most of the work was done by the forwards, especially in the case of Netherton, whose backs were weak, with the result that—although there were occasional exciting episodes—the play was strenuous, but the spectators found it rather tame. O'Grady, for Komata, scored the first try. The Netherton forwards were the better, but the Komata backs managed to snatch the game, and after a good game Komata won by 11 points to 3. [675,197,802,384]
gazette-line: MONDAY, WEDNESDAY, & FRIDAY. [273,878,374,896]
ellis-ad [10,505,126,702]
smithing-title: COACH-BUILDING HORSE-SHOEING GENERAL SMITHING [16,587,120,647]
nzi-capital: (Capital £1,500,000). [28,775,108,785]
golf-ball-body [533,63,666,1512]
divider [582,1515,618,1516]
paragraph: Nothing is more distressing than to see a helpless little infant suffering with a cough, and to be fearful of using a remedy which may contain some harmful ingredient. The makers of Chamberlain's Cough Remedy positively guarantee that this preparation does not contain opium in any form, or any other harmful substance. Mothers may confidently give this remedy to their little ones. It gives prompt relief, and is entirely safe. Sold by all chemists and storekeepers. [391,1459,524,1599]
timetable-cell: Fri, 1, 11 p.m. [332,451,382,460]
thrift-body [959,961,1104,1464]
farmers-body: The Best and Cheapest. Special terms for orders booked before August, or liberal discount for cash. We have been appointed Local Distributors for the Vacuum Oil Co. Our prices for Benzine, Oil and Kerosene are the lowest obtainable. Agents for Anderson and Wolseley - OIL ENGINES. Shafting, Plumber Blocks, Belting, Pullies, Chip Heaters, Pumps, Pipe and Fittings, etc., in stock, [136,1195,255,1319]
gazette-nameplate [265,816,382,900]
divider [1014,916,1050,917]
timetable-row [265,235,382,252]
timetable-cell: Fri, 11, 9 p.m. [333,181,382,198]
waikato-line: Phone 2366. [44,1174,92,1184]
gazette-name: Hauraki Plains Gazette [274,828,373,854]
farmers-line: ALL BRITISH WOLSELEY [150,1147,241,1157]
influenza-body: If banged up in the head, feverish, head and body aches, feeling miserable, etc., take my "Flu Mixture." It gives instant relief and soon Cures. — 3/- per bottle — [135,439,256,496]
timetable-row [265,269,382,277]
timetable-head [265,288,382,296]
croup-body: If your children have a croupy cough or bronchial catarrh, give them my "Anti-Croup Mixture." A pleasant and effectual remedy — 2/- per bottle — [138,511,253,568]
